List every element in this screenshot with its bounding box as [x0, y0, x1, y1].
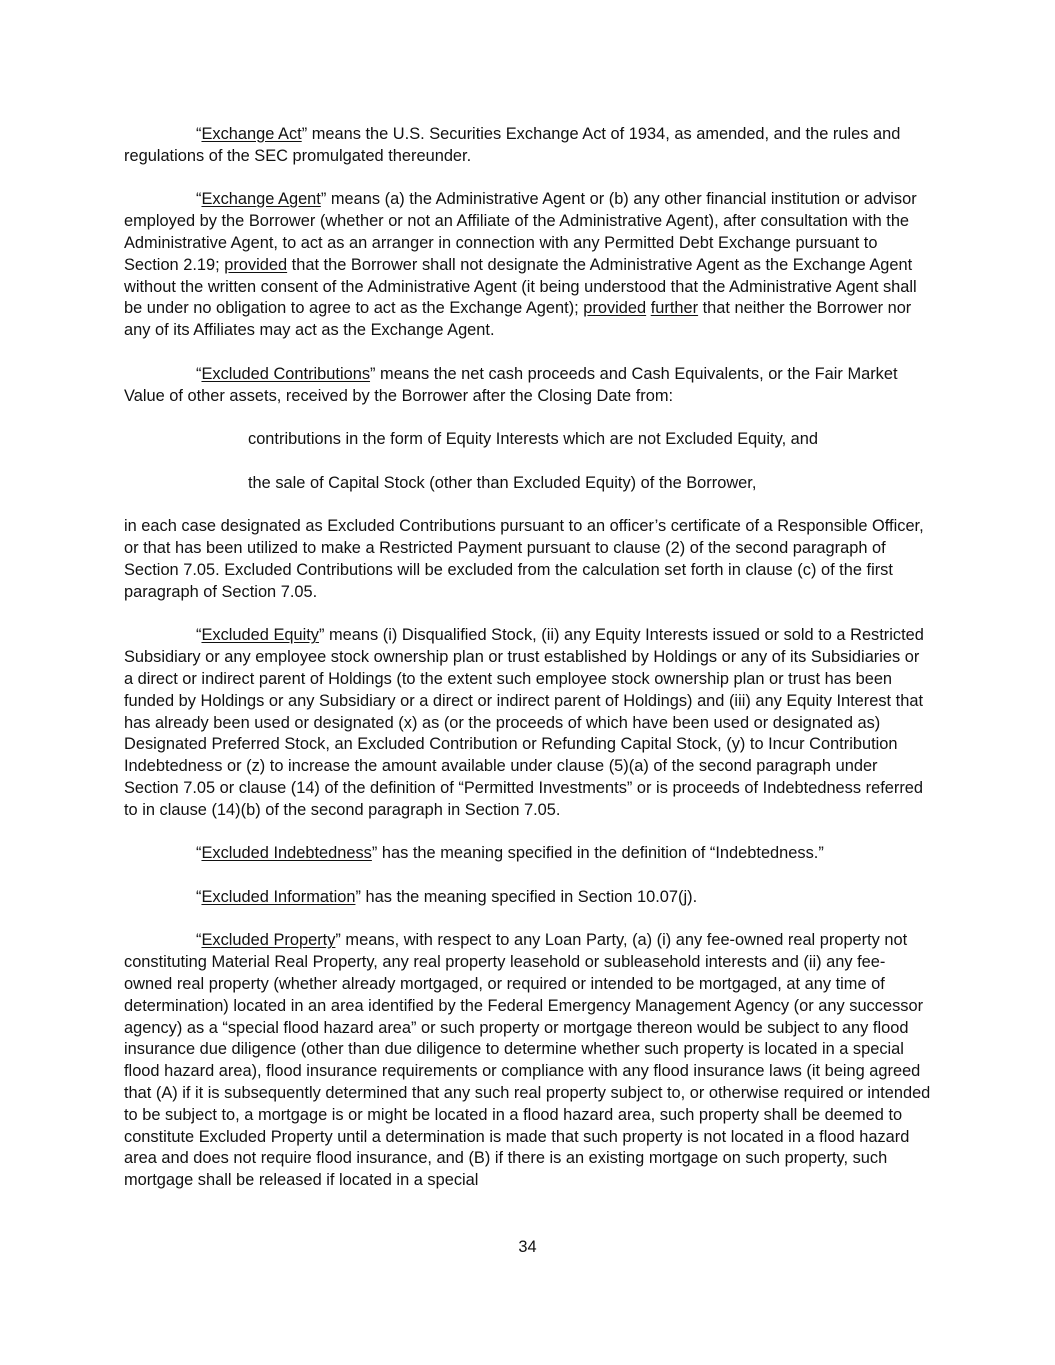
- open-quote: “: [196, 626, 202, 645]
- definition-text: ” means, with respect to any Loan Party, (a) (i) any fee-owned real property not constituting Material Real Property, any real property leasehold or subleasehold interests and (ii) any fee-owned real property (whether already mortgaged, or required or intended to be mortgaged, at any time of determination) located in an area identified by the Federal Emergency Management Agency (or any successor agency) as a “special flood hazard area” or such property or mortgage thereon would be subject to any flood insurance due diligence (other than due diligence to determine whether such property is located in a special flood hazard area), flood insurance requirements or compliance with any flood insurance laws (it being agreed that (A) if it is subsequently determined that any such real property subject to, or otherwise required or intended to be subject to, a mortgage is or might be located in a flood hazard area, such property shall be deemed to constitute Excluded Property until a determination is made that such property is not located in a flood hazard area and does not require flood insurance, and (B) if there is an existing mortgage on such property, such mortgage shall be released if located in a special: [124, 931, 931, 1190]
- open-quote: “: [196, 931, 202, 950]
- definition-text: that the Borrower shall not designate the Administrative Agent as the Exchange Agent without the written consent of the Administrative Agent (it being understood that the Administrative Agent shall be under no obligation to agree to act as the Exchange Agent);: [124, 255, 917, 318]
- defined-term: Excluded Contributions: [201, 364, 371, 383]
- open-quote: “: [196, 125, 202, 143]
- defined-term: Exchange Agent: [201, 190, 321, 209]
- defined-term: Exchange Act: [201, 125, 302, 143]
- definition-text: ” has the meaning specified in the definition of “Indebtedness.”: [371, 844, 824, 863]
- definition-excluded-contributions: [124, 364, 932, 408]
- open-quote: “: [196, 844, 202, 863]
- definition-text: ” means the net cash proceeds and Cash Equivalents, or the Fair Market Value of other assets, received by the Borrower after the Closing Date from:: [124, 364, 898, 405]
- definition-text: ” means (i) Disqualified Stock, (ii) any Equity Interests issued or sold to a Restricted Subsidiary or any employee stock ownership plan or trust established by Holdings or any of its Subsidiaries or a direct or indirect parent of Holdings (to the extent such employee stock ownership plan or trust has been funded by Holdings or any Subsidiary or a direct or indirect parent of Holdings) and (iii) any Equity Interest that has already been used or designated (x) as (or the proceeds of which have been used or designated as) Designated Preferred Stock, an Excluded Contribution or Refunding Capital Stock, (y) to Incur Contribution Indebtedness or (z) to increase the amount available under clause (5)(a) of the second paragraph under Section 7.05 or clause (14) of the definition of “Permitted Investments” or is proceeds of Indebtedness referred to in clause (14)(b) of the second paragraph in Section 7.05.: [124, 626, 924, 819]
- provided-underlined: provided: [224, 255, 288, 274]
- defined-term: Excluded Property: [201, 931, 336, 950]
- defined-term: Excluded Equity: [201, 626, 320, 645]
- definition-text: ” means (a) the Administrative Agent or (b) any other financial institution or advisor employed by the Borrower (whether or not an Affiliate of the Administrative Agent), after consultation with the Administrative Agent, to act as an arranger in connection with any Permitted Debt Exchange pursuant to Section 2.19;: [124, 190, 917, 274]
- definition-excluded-indebtedness: [124, 843, 932, 865]
- list-item: contributions in the form of Equity Interests which are not Excluded Equity, and: [248, 430, 819, 449]
- open-quote: “: [196, 887, 202, 906]
- continuation-paragraph: in each case designated as Excluded Contributions pursuant to an officer’s certificate of a Responsible Officer, or that has been utilized to make a Restricted Payment pursuant to clause (2) of the second paragraph of Section 7.05. Excluded Contributions will be excluded from the calculation set forth in clause (c) of the first paragraph of Section 7.05.: [124, 517, 924, 601]
- definition-exchange-act: [124, 124, 932, 168]
- defined-term: Excluded Information: [201, 887, 356, 906]
- document-body: [124, 124, 932, 1214]
- open-quote: “: [196, 190, 202, 209]
- defined-term: Excluded Indebtedness: [201, 844, 372, 863]
- definition-excluded-information: [124, 887, 932, 909]
- definition-text: ” means the U.S. Securities Exchange Act of 1934, as amended, and the rules and regulations of the SEC promulgated thereunder.: [124, 125, 901, 165]
- provided-underlined: provided: [583, 299, 647, 318]
- definition-excluded-equity: [124, 625, 932, 821]
- definition-text: that neither the Borrower nor any of its Affiliates may act as the Exchange Agent.: [124, 299, 912, 340]
- definition-exchange-agent: [124, 189, 932, 342]
- open-quote: “: [196, 364, 202, 383]
- page-number: 34: [518, 1238, 537, 1256]
- list-item: the sale of Capital Stock (other than Excluded Equity) of the Borrower,: [248, 473, 757, 492]
- definition-excluded-property: [124, 930, 932, 1192]
- further-underlined: further: [650, 299, 699, 318]
- definition-text: ” has the meaning specified in Section 10.07(j).: [355, 887, 698, 906]
